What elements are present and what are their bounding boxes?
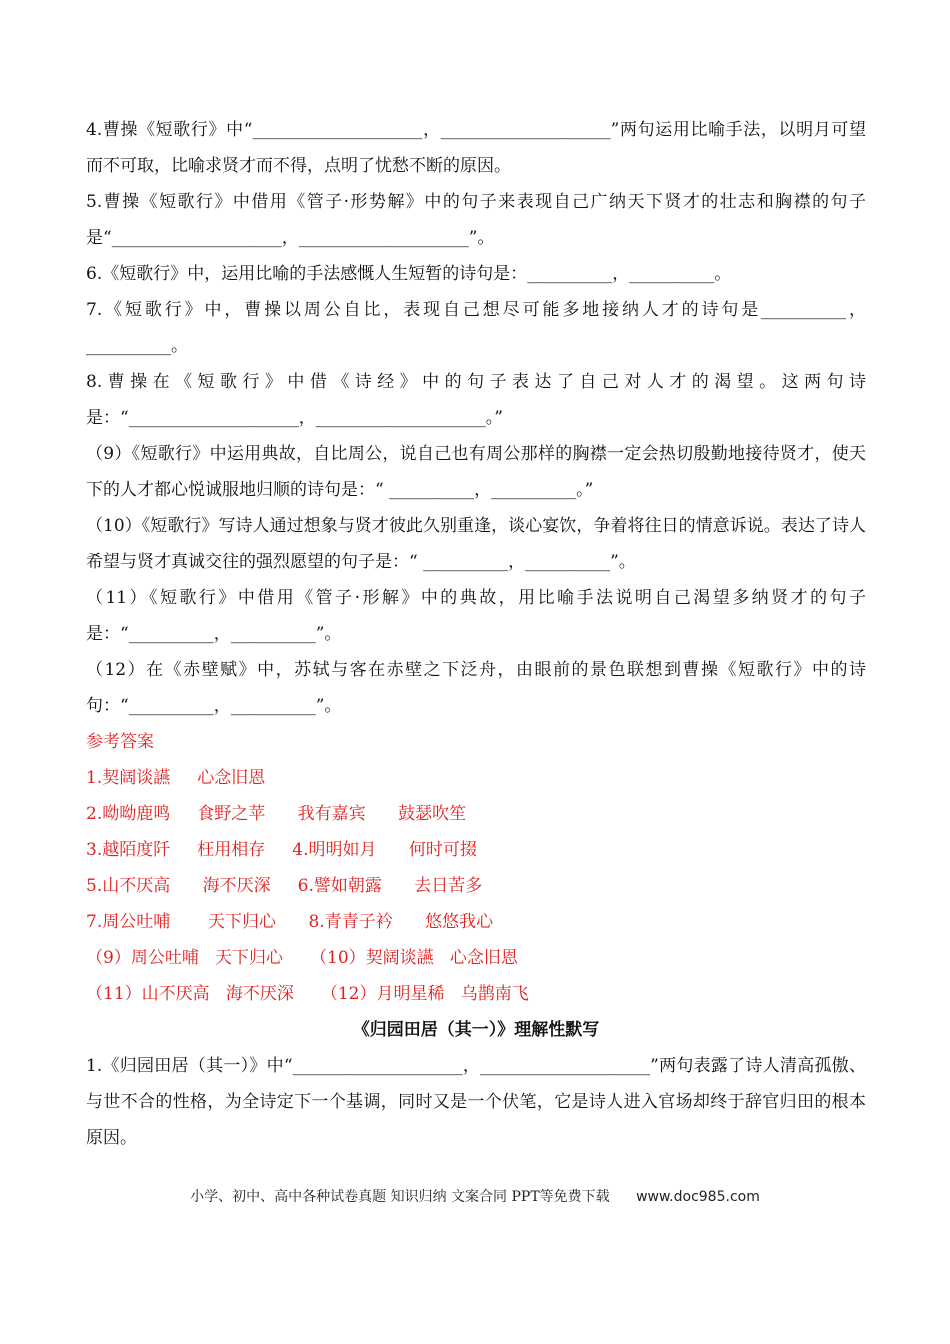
document-page (86, 112, 866, 1156)
footer-text: 小学、初中、高中各种试卷真题 知识归纳 文案合同 PPT等免费下载 (190, 1189, 610, 1205)
answer-line: 5.山不厌高 海不厌深 6.譬如朝露 去日苦多 (86, 876, 483, 896)
question-4: 4.曹操《短歌行》中“____________________，____________________”两句运用比喻手法，以明月可望而不可取，比喻求贤才而不得，点明了忧愁不断的原因。 (86, 120, 866, 176)
section-question-1: 1.《归园田居（其一）》中“____________________，____________________”两句表露了诗人清高孤傲、与世不合的性格，为全诗定下一个基调，同时又是一个伏笔，它是诗人进入官场却终于辞官归田的根本原因。 (86, 1056, 866, 1148)
answer-line: 3.越陌度阡 枉用相存 4.明明如月 何时可掇 (86, 840, 477, 860)
question-11: （11）《短歌行》中借用《管子·形解》中的典故，用比喻手法说明自己渴望多纳贤才的句子是：“__________，__________”。 (86, 588, 866, 644)
question-8: 8.曹操在《短歌行》中借《诗经》中的句子表达了自己对人才的渴望。这两句诗是：“____________________，____________________。” (86, 372, 866, 428)
answers-title: 参考答案 (86, 732, 154, 752)
question-9: （9）《短歌行》中运用典故，自比周公，说自己也有周公那样的胸襟一定会热切殷勤地接待贤才，使天下的人才都心悦诚服地归顺的诗句是：“ __________，__________。” (86, 444, 866, 500)
question-5: 5.曹操《短歌行》中借用《管子·形势解》中的句子来表现自己广纳天下贤才的壮志和胸襟的句子是“____________________，____________________”。 (86, 192, 866, 248)
answer-line: 2.呦呦鹿鸣 食野之苹 我有嘉宾 鼓瑟吹笙 (86, 804, 467, 824)
question-10: （10）《短歌行》写诗人通过想象与贤才彼此久别重逢，谈心宴饮，争着将往日的情意诉说。表达了诗人希望与贤才真诚交往的强烈愿望的句子是：“ __________，__________”。 (86, 516, 866, 572)
answer-line: （11）山不厌高 海不厌深 （12）月明星稀 乌鹊南飞 (86, 984, 529, 1004)
question-12: （12）在《赤壁赋》中，苏轼与客在赤壁之下泛舟，由眼前的景色联想到曹操《短歌行》中的诗句：“__________，__________”。 (86, 660, 866, 716)
question-6: 6.《短歌行》中，运用比喻的手法感慨人生短暂的诗句是：__________，__________。 (86, 264, 732, 284)
page-footer (0, 1186, 950, 1206)
question-7: 7.《短歌行》中，曹操以周公自比，表现自己想尽可能多地接纳人才的诗句是__________，__________。 (86, 300, 866, 356)
answer-line: （9）周公吐哺 天下归心 （10）契阔谈讌 心念旧恩 (86, 948, 518, 968)
answer-line: 1.契阔谈讌 心念旧恩 (86, 768, 266, 788)
answer-line: 7.周公吐哺 天下归心 8.青青子衿 悠悠我心 (86, 912, 494, 932)
section-title: 《归园田居（其一）》理解性默写 (352, 1020, 600, 1040)
footer-url[interactable]: www.doc985.com (636, 1189, 760, 1205)
